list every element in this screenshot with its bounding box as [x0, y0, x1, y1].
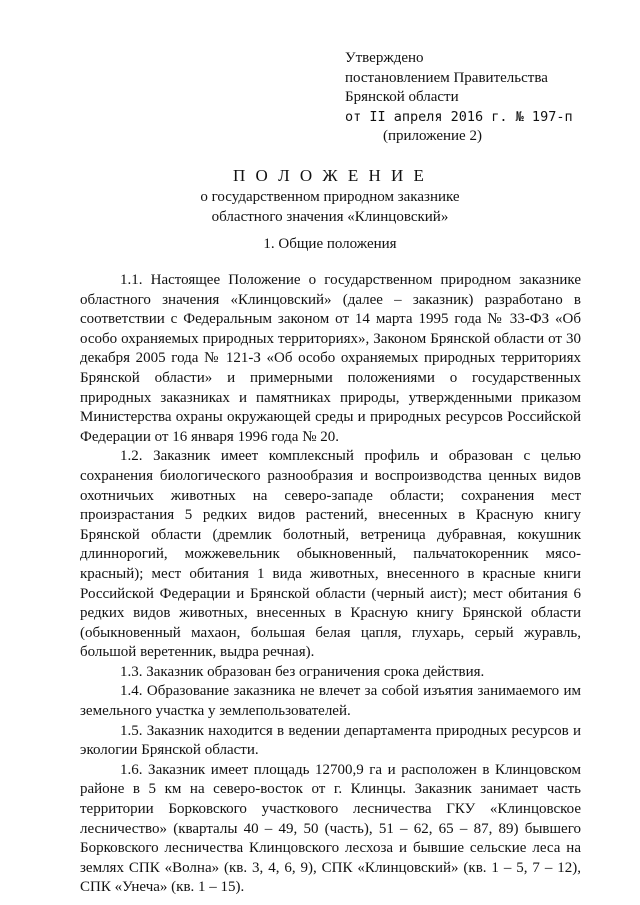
approval-line-approved: Утверждено: [345, 50, 424, 66]
approval-line-government: Брянской области: [345, 89, 459, 105]
document-subtitle-line-2: областного значения «Клинцовский»: [211, 209, 449, 225]
section-title: 1. Общие положения: [263, 236, 397, 252]
paragraph-1-3: 1.3. Заказник образован без ограничения срока действия.: [120, 663, 485, 680]
approval-stamp: [345, 49, 625, 147]
document-title: П О Л О Ж Е Н И Е: [233, 166, 427, 185]
approval-line-date: от II апреля 2016 г. № 197-п: [345, 108, 573, 125]
paragraph-1-6: 1.6. Заказник имеет площадь 12700,9 га и расположен в Клинцовском районе в 5 км на северо-восток от г. Клинцы. Заказник занимает часть территории Борковского участкового лесничества ГКУ «Клинцовское лесничество» (кварталы 40 – 49, 50 (часть), 51 – 62, 65 – 87, 89) бывшего Борковского лесничества Клинцовского лесхоза и бывшие сельские леса на землях СПК «Волна» (кв. 3, 4, 6, 9), СПК «Клинцовский» (кв. 1 – 5, 7 – 12), СПК «Унеча» (кв. 1 – 15).: [80, 761, 581, 896]
approval-line-resolution: постановлением Правительства: [345, 69, 548, 86]
paragraph-1-1: 1.1. Настоящее Положение о государственном природном заказнике областного значения «Клинцовский» (далее – заказник) разработано в соответствии с Федеральным законом от 14 марта 1995 года № 33-ФЗ «Об особо охраняемых природных территориях», Законом Брянской области от 30 декабря 2005 года № 121-З «Об особо охраняемых природных территориях Брянской области» и примерными положениями о государственных природных заказниках и памятниках природы, утвержденными приказом Министерства охраны окружающей среды и природных ресурсов Российской Федерации от 16 января 1996 года № 20.: [80, 272, 581, 445]
document-subtitle-line-1: о государственном природном заказнике: [200, 189, 460, 205]
approval-line-appendix: (приложение 2): [383, 128, 482, 144]
paragraph-1-2: 1.2. Заказник имеет комплексный профиль и образован с целью сохранения биологического разнообразия и воспроизводства ценных видов охотничьих животных на северо-западе области; сохранения мест произрастания 5 редких видов растений, внесенных в Красную книгу Брянской области (дремлик болотный, ветреница дубравная, кокушник длиннорогий, можжевельник обыкновенный, пальчатокоренник мясо-красный); мест обитания 1 вида животных, внесенного в красные книги Российской Федерации и Брянской области (черный аист); мест обитания 6 редких видов животных, внесенных в Красную книгу Брянской области (обыкновенный махаон, большая белая цапля, глухарь, серый журавль, большой веретенник, выдра речная).: [80, 448, 581, 661]
paragraph-1-5: 1.5. Заказник находится в ведении департамента природных ресурсов и экологии Брянской области.: [80, 722, 581, 759]
paragraph-1-4: 1.4. Образование заказника не влечет за собой изъятия занимаемого им земельного участка у землепользователей.: [80, 683, 581, 720]
document-body: [80, 271, 581, 898]
document-subtitle: [80, 187, 580, 227]
